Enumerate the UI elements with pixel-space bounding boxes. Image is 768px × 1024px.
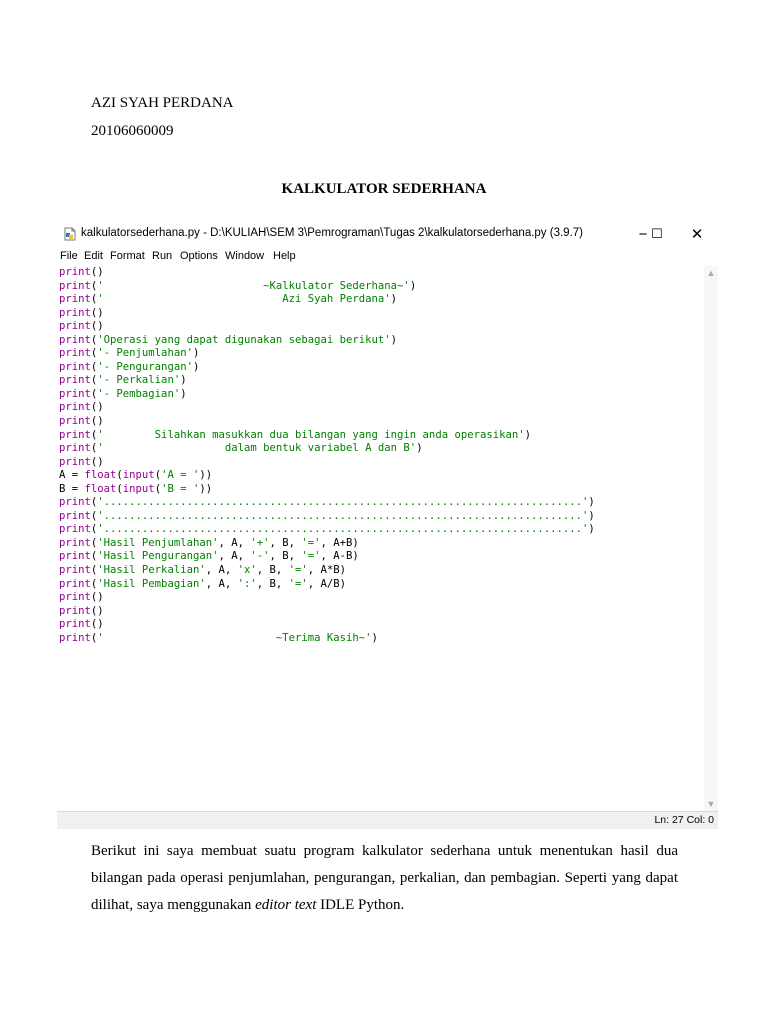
menu-bar — [57, 248, 718, 266]
menu-help[interactable]: Help — [273, 250, 296, 262]
code-line: print('...........................................................................') — [59, 509, 595, 522]
emphasized-text: editor text — [255, 897, 317, 913]
code-line: print() — [59, 320, 104, 333]
cursor-position: Ln: 27 Col: 0 — [654, 814, 714, 826]
menu-window[interactable]: Window — [225, 250, 265, 262]
code-text — [57, 266, 702, 645]
code-line: print() — [59, 455, 104, 468]
code-line: print() — [59, 604, 104, 617]
code-line: print(' ~Kalkulator Sederhana~') — [59, 279, 417, 292]
code-line: print(' dalam bentuk variabel A dan B') — [59, 442, 423, 455]
code-line: B = float(input('B = ')) — [59, 482, 213, 495]
code-line: print(' ~Terima Kasih~') — [59, 631, 378, 644]
code-line: A = float(input('A = ')) — [59, 469, 213, 482]
code-line: print(' Silahkan masukkan dua bilangan yang ingin anda operasikan') — [59, 428, 531, 441]
window-title: kalkulatorsederhana.py - D:\KULIAH\SEM 3\Pemrograman\Tugas 2\kalkulatorsederhana.py (3.9.7) — [81, 227, 583, 239]
code-line: print('Operasi yang dapat digunakan sebagai berikut') — [59, 333, 398, 346]
code-line: print() — [59, 591, 104, 604]
title-bar — [57, 220, 718, 248]
code-line: print('- Penjumlahan') — [59, 347, 200, 360]
code-line: print() — [59, 618, 104, 631]
python-file-icon — [63, 227, 77, 241]
scroll-down-icon[interactable]: ▼ — [706, 799, 716, 809]
vertical-scrollbar[interactable] — [704, 266, 718, 811]
menu-edit[interactable]: Edit — [84, 250, 103, 262]
document-title: KALKULATOR SEDERHANA — [281, 181, 487, 197]
menu-file[interactable]: File — [60, 250, 78, 262]
description-paragraph: Berikut ini saya membuat suatu program kalkulator sederhana untuk menentukan hasil dua bilangan pada operasi penjumlahan, pengurangan, perkalian, dan pembagian. Seperti yang dapat dilihat, saya menggunakan editor text IDLE Python. — [91, 843, 678, 913]
scroll-up-icon[interactable]: ▲ — [706, 268, 716, 278]
minimize-button[interactable]: − — [638, 225, 648, 243]
code-line: print('- Pengurangan') — [59, 360, 200, 373]
code-line: print('...........................................................................') — [59, 496, 595, 509]
status-bar — [57, 811, 718, 829]
code-line: print() — [59, 306, 104, 319]
code-line: print() — [59, 401, 104, 414]
code-line: print('...........................................................................') — [59, 523, 595, 536]
idle-editor-window — [57, 220, 718, 828]
code-editor[interactable] — [57, 266, 702, 811]
code-line: print('- Perkalian') — [59, 374, 187, 387]
menu-run[interactable]: Run — [152, 250, 173, 262]
code-line: print(' Azi Syah Perdana') — [59, 293, 398, 306]
code-line: print() — [59, 266, 104, 278]
close-button[interactable]: ✕ — [690, 226, 704, 243]
menu-format[interactable]: Format — [110, 250, 145, 262]
menu-options[interactable]: Options — [180, 250, 218, 262]
code-line: print('Hasil Pengurangan', A, '-', B, '=', A-B) — [59, 550, 359, 563]
maximize-button[interactable]: ☐ — [651, 226, 663, 241]
code-line: print('Hasil Pembagian', A, ':', B, '=', A/B) — [59, 577, 347, 590]
student-id: 20106060009 — [91, 123, 174, 139]
code-line: print('Hasil Perkalian', A, 'x', B, '=', A*B) — [59, 564, 347, 577]
code-line: print('Hasil Penjumlahan', A, '+', B, '=', A+B) — [59, 536, 359, 549]
code-line: print('- Pembagian') — [59, 387, 187, 400]
code-line: print() — [59, 415, 104, 428]
author-name: AZI SYAH PERDANA — [91, 95, 234, 111]
